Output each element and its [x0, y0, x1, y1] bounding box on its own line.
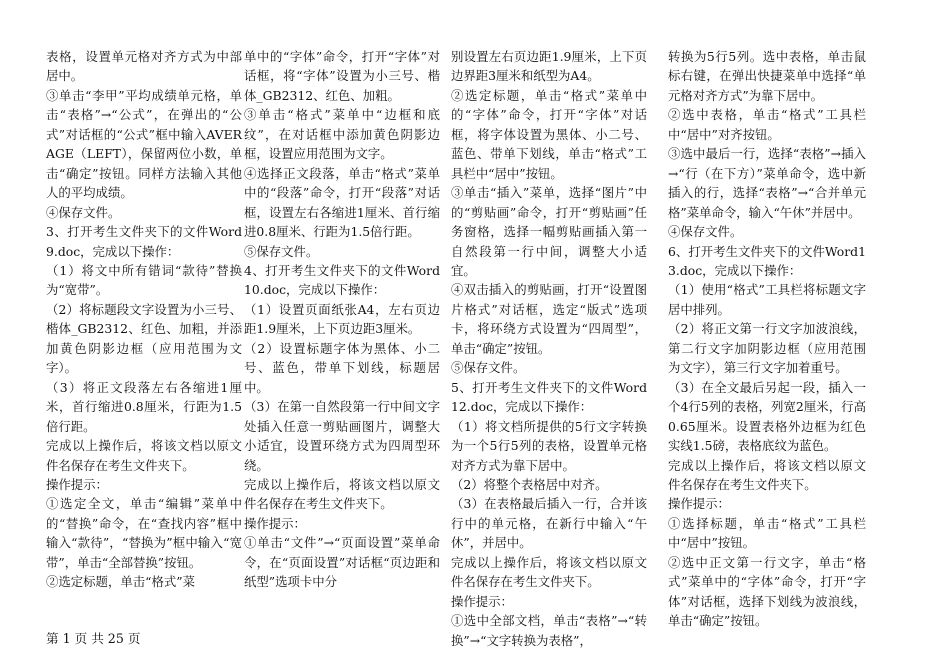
paragraph: （3）将正文段落左右各缩进1厘米，首行缩进0.8厘米，行距为1.5倍行距。: [46, 379, 242, 434]
paragraph: 完成以上操作后，将该文档以原文件名保存在考生文件夹下。: [244, 476, 440, 512]
text-column-3: [451, 47, 647, 650]
text-column-2: [244, 47, 440, 592]
paragraph: 操作提示：: [451, 593, 513, 609]
paragraph: 操作提示：: [244, 515, 306, 531]
paragraph: 操作提示：: [668, 496, 730, 512]
paragraph: ③单击“插入”菜单，选择“图片”中的“剪贴画”命令，打开“剪贴画”任务窗格，选择一幅剪贴画插入第一自然段第一行中间，调整大小适宜。: [451, 185, 647, 278]
paragraph: ④保存文件。: [668, 224, 743, 240]
paragraph: ②选定标题，单击“格式”菜: [46, 574, 195, 590]
paragraph: 别设置左右页边距1.9厘米，上下页边界距3厘米和纸型为A4。: [451, 49, 647, 84]
paragraph: （2）将标题段文字设置为小三号、楷体_GB2312、红色、加粗，并添加黄色阴影边框（应用范围为文字）。: [46, 301, 242, 376]
paragraph: （3）在第一自然段第一行中间文字处插入任意一剪贴画图片，调整大小适宜，设置环绕方式为四周型环绕。: [244, 399, 440, 473]
paragraph: （2）将正文第一行文字加波浪线，第二行文字加阴影边框（应用范围为文字），第三行文字加着重号。: [668, 321, 866, 376]
paragraph: 完成以上操作后，将该文档以原文件名保存在考生文件夹下。: [46, 438, 242, 473]
paragraph: 6、打开考生文件夹下的文件Word13.doc，完成以下操作：: [668, 243, 866, 278]
paragraph: （1）使用“格式”工具栏将标题文字居中排列。: [668, 282, 866, 317]
paragraph: ①单击“文件”→“页面设置”菜单命令，在“页面设置”对话框“页边距和纸型”选项卡中分: [244, 535, 440, 590]
paragraph: （3）在全文最后另起一段，插入一个4行5列的表格，列宽2厘米，行高0.65厘米。设置表格外边框为红色实线1.5磅，表格底纹为蓝色。: [668, 379, 866, 454]
paragraph: ③选中最后一行，选择“表格”→插入→“行（在下方）”菜单命令，选中新插入的行，选择“表格”→“合并单元格”菜单命令，输入“午休”并居中。: [668, 146, 866, 220]
paragraph: 5、打开考生文件夹下的文件Word12.doc，完成以下操作：: [451, 379, 647, 415]
paragraph: ③单击“李甲”平均成绩单元格，单击“表格”→“公式”，在弹出的“公式”对话框的“公式”框中输入AVERAGE（LEFT），保留两位小数，单击“确定”按钮。同样方法输入其他人的平均成绩。: [46, 87, 242, 201]
text-column-4: [668, 47, 866, 631]
paragraph: 完成以上操作后，将该文档以原文件名保存在考生文件夹下。: [451, 554, 647, 590]
paragraph: 表格，设置单元格对齐方式为中部居中。: [46, 49, 242, 84]
paragraph: 转换为5行5列。选中表格，单击鼠标右键，在弹出快捷菜单中选择“单元格对齐方式”为靠下居中。: [668, 49, 866, 103]
paragraph: ⑤保存文件。: [451, 360, 526, 376]
paragraph: ②选中表格，单击“格式”工具栏中“居中”对齐按钮。: [668, 107, 866, 142]
page-number-footer: 第 1 页 共 25 页: [46, 631, 141, 646]
paragraph: （3）在表格最后插入一行，合并该行中的单元格，在新行中输入“午休”，并居中。: [451, 496, 647, 551]
text-column-1: [46, 47, 242, 592]
paragraph: 完成以上操作后，将该文档以原文件名保存在考生文件夹下。: [668, 457, 866, 492]
paragraph: 3、打开考生文件夹下的文件Word9.doc，完成以下操作：: [46, 224, 242, 259]
paragraph: （2）设置标题字体为黑体、小二号、蓝色，带单下划线，标题居中。: [244, 340, 440, 395]
paragraph: ③单击“格式”菜单中“边框和底纹”，在对话框中添加黄色阴影边框，设置应用范围为文字。: [244, 107, 440, 162]
paragraph: ②选中正文第一行文字，单击“格式”菜单中的“字体”命令，打开“字体”对话框，选择下划线为波浪线，单击“确定”按钮。: [668, 554, 866, 629]
paragraph: ①选定全文，单击“编辑”菜单中的“替换”命令，在“查找内容”框中输入“款待”，“替换为”框中输入“宽带”，单击“全部替换”按钮。: [46, 496, 242, 570]
paragraph: （1）将文中所有错词“款待”替换为“宽带”。: [46, 262, 242, 298]
paragraph: （1）将文档所提供的5行文字转换为一个5行5列的表格，设置单元格对齐方式为靠下居中。: [451, 418, 647, 473]
paragraph: （2）将整个表格居中对齐。: [451, 476, 608, 492]
paragraph: （1）设置页面纸张A4，左右页边距1.9厘米，上下页边距3厘米。: [244, 301, 440, 337]
paragraph: ④保存文件。: [46, 204, 121, 220]
paragraph: ②选定标题，单击“格式”菜单中的“字体”命令，打开“字体”对话框，将字体设置为黑体、小二号、蓝色、带单下划线，单击“格式”工具栏中“居中”按钮。: [451, 87, 647, 181]
paragraph: ①选中全部文档，单击“表格”→“转换”→“文字转换为表格”，: [451, 613, 647, 648]
paragraph: ④选择正文段落，单击“格式”菜单中的“段落”命令，打开“段落”对话框，设置左右各缩进1厘米、首行缩进0.8厘米、行距为1.5倍行距。: [244, 165, 440, 240]
paragraph: 单中的“字体”命令，打开“字体”对话框，将“字体”设置为小三号、楷体_GB2312、红色、加粗。: [244, 49, 440, 103]
paragraph: ①选择标题，单击“格式”工具栏中“居中”按钮。: [668, 515, 866, 551]
paragraph: ④双击插入的剪贴画，打开“设置图片格式”对话框，选定“版式”选项卡，将环绕方式设置为“四周型”，单击“确定”按钮。: [451, 282, 647, 356]
paragraph: ⑤保存文件。: [244, 243, 319, 259]
paragraph: 操作提示：: [46, 476, 108, 492]
paragraph: 4、打开考生文件夹下的文件Word10.doc，完成以下操作：: [244, 262, 440, 298]
